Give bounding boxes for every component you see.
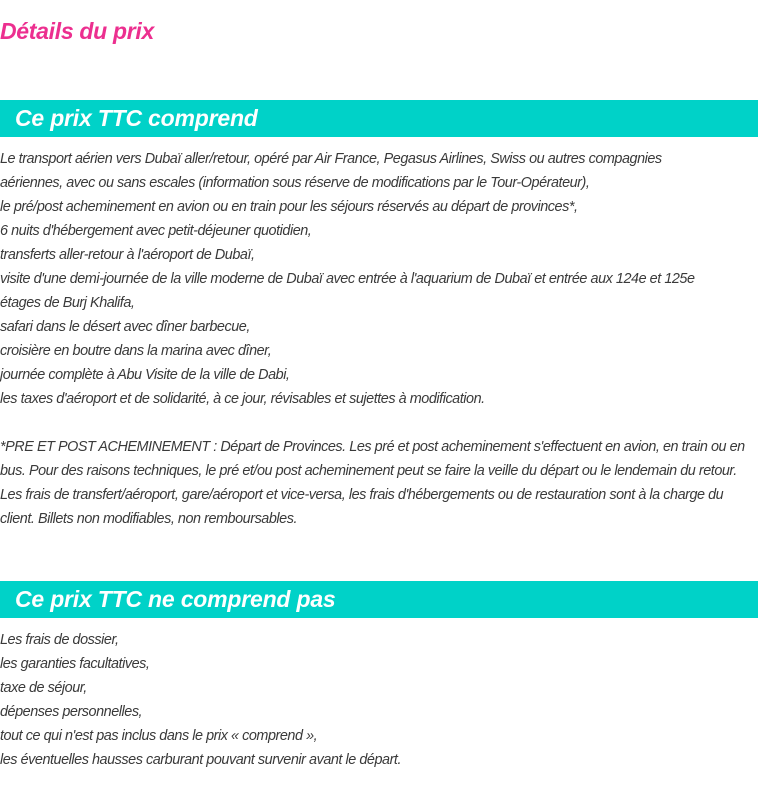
paragraph-spacer xyxy=(0,411,758,435)
includes-heading: Ce prix TTC comprend xyxy=(15,105,258,131)
acheminement-note: *PRE ET POST ACHEMINEMENT : Départ de Provinces. Les pré et post acheminement s'effectuent en avion, en train ou en bus. Pour des raisons techniques, le pré et/ou post acheminement peut se faire la veille du départ ou le lendemain du retour. Les frais de transfert/aéroport, gare/aéroport et vice-versa, les frais d'hébergements ou de restauration sont à la charge du client. Billets non modifiables, non remboursables. xyxy=(0,439,745,527)
includes-item: 6 nuits d'hébergement avec petit-déjeuner quotidien, xyxy=(0,223,312,239)
excludes-item: tout ce qui n'est pas inclus dans le prix « comprend », xyxy=(0,728,318,744)
includes-item: safari dans le désert avec dîner barbecue, xyxy=(0,319,250,335)
includes-section-header xyxy=(0,100,758,137)
includes-item: étages de Burj Khalifa, xyxy=(0,295,135,311)
includes-item: transferts aller-retour à l'aéroport de Dubaï, xyxy=(0,247,255,263)
includes-item: Le transport aérien vers Dubaï aller/retour, opéré par Air France, Pegasus Airlines, Swiss ou autres compagnies xyxy=(0,151,662,167)
excludes-list xyxy=(0,628,758,772)
excludes-heading: Ce prix TTC ne comprend pas xyxy=(15,586,336,612)
includes-item: aériennes, avec ou sans escales (information sous réserve de modifications par le Tour-Opérateur), xyxy=(0,175,590,191)
excludes-item: Les frais de dossier, xyxy=(0,632,119,648)
includes-list xyxy=(0,147,758,531)
excludes-section-header xyxy=(0,581,758,618)
includes-item: les taxes d'aéroport et de solidarité, à ce jour, révisables et sujettes à modification. xyxy=(0,391,485,407)
excludes-item: taxe de séjour, xyxy=(0,680,87,696)
excludes-item: les garanties facultatives, xyxy=(0,656,150,672)
includes-item: le pré/post acheminement en avion ou en train pour les séjours réservés au départ de provinces*, xyxy=(0,199,578,215)
excludes-item: dépenses personnelles, xyxy=(0,704,143,720)
includes-item: croisière en boutre dans la marina avec dîner, xyxy=(0,343,272,359)
includes-item: journée complète à Abu Visite de la ville de Dabi, xyxy=(0,367,290,383)
excludes-item: les éventuelles hausses carburant pouvant survenir avant le départ. xyxy=(0,752,402,768)
includes-item: visite d'une demi-journée de la ville moderne de Dubaï avec entrée à l'aquarium de Dubaï et entrée aux 124e et 125e xyxy=(0,271,695,287)
page-title: Détails du prix xyxy=(0,18,154,44)
